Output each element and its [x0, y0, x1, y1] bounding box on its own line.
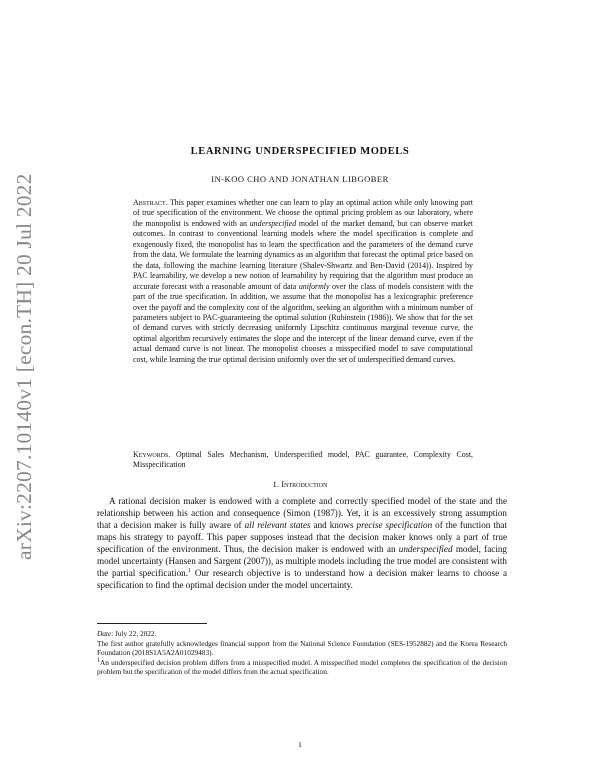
- paper-authors: IN-KOO CHO AND JONATHAN LIBGOBER: [211, 174, 389, 184]
- keywords-label: Keywords.: [133, 450, 171, 459]
- abstract-text-1: This paper examines whether one can learn to play an optimal action while only knowing part of true specification of the environment. We choose the optimal pricing problem as our laboratory, where the monopolist is endowed with an: [133, 198, 473, 228]
- abstract-text-3: over the class of models consistent with the part of the true specification. In addition, we assume that the monopolist has a lexicographic preference over the payoff and the complexity cost of the algorithm, seeking an algorithm with a minimum number of parameters subject to PAC-guaranteeing the optimal solution (Rubinstein (1986)). We show that for the set of demand curves with strictly decreasing uniformly Lipschitz continuous marginal revenue curve, the optimal algorithm recursively estimates the slope and the intercept of the linear demand curve, even if the actual demand curve is not linear. The monopolist chooses a misspecified model to save computational cost, while learning the true optimal decision uniformly over the set of underspecified demand curves.: [133, 281, 473, 364]
- footnote-mark-1[interactable]: 1: [188, 568, 191, 575]
- footnote-acknowledgement: The first author gratefully acknowledges financial support from the National Science Foundation (SES-1952882) and the Korea Research Foundation (2018S1A5A2A01029483).: [97, 638, 507, 658]
- introduction-paragraph: A rational decision maker is endowed with a complete and correctly specified model of the state and the relationship between his action and consequence (Simon (1987)). Yet, it is an excessively strong assumption that a decision maker is fully aware of all relevant states and knows precise specification of the function that maps his strategy to payoff. This paper supposes instead that the decision maker knows only a part of true specification of the environment. Thus, the decision maker is endowed with an underspecified model, facing model uncertainty (Hansen and Sargent (2007)), as multiple models including the true model are consistent with the partial specification.$^1$ Our research objective is to understand how a decision maker learns to choose a specification to find the optimal decision under the model uncertainty.: [97, 496, 507, 591]
- footnote-1: $^1$An underspecified decision problem differs from a misspecified model. A misspecified model completes the specification of the decision problem but the specification of the model differs from the actual specification.: [97, 657, 507, 677]
- arxiv-identifier-stamp: arXiv:2207.10140v1 [econ.TH] 20 Jul 2022: [12, 173, 36, 560]
- paper-title: LEARNING UNDERSPECIFIED MODELS: [190, 146, 410, 157]
- abstract-label: Abstract.: [133, 198, 168, 207]
- abstract-text-2: model of the market demand, but can observe market outcomes. In contrast to conventional learning models where the model specification is complete and exogenously fixed, the monopolist has to learn the specification and the parameters of the demand curve from the data. We formulate the learning dynamics as an algorithm that forecast the optimal price based on the data, following the machine learning literature (Shalev-Shwartz and Ben-David (2014)). Inspired by PAC learnability, we develop a new notion of learnability by requiring that the algorithm must produce an accurate forecast with a reasonable amount of data: [133, 218, 473, 291]
- intro-emphasis-underspecified: underspecified: [398, 544, 453, 555]
- footnote-date: Date: July 22, 2022.: [97, 629, 157, 638]
- keywords-text: Optimal Sales Mechanism, Underspecified model, PAC guarantee, Complexity Cost, Misspecification: [133, 450, 473, 470]
- page-number: 1: [298, 740, 302, 749]
- footnotes: [97, 629, 507, 677]
- intro-emphasis-precise-specification: precise specification: [356, 520, 433, 531]
- intro-emphasis-all-relevant-states: all relevant states: [244, 520, 311, 531]
- abstract-emphasis-underspecified: underspecified: [249, 218, 297, 228]
- section-heading-introduction: 1. Introduction: [272, 479, 328, 489]
- abstract: [133, 198, 473, 365]
- abstract-emphasis-uniformly: uniformly: [298, 281, 330, 291]
- footnote-divider: [97, 623, 207, 624]
- keywords: [133, 450, 473, 471]
